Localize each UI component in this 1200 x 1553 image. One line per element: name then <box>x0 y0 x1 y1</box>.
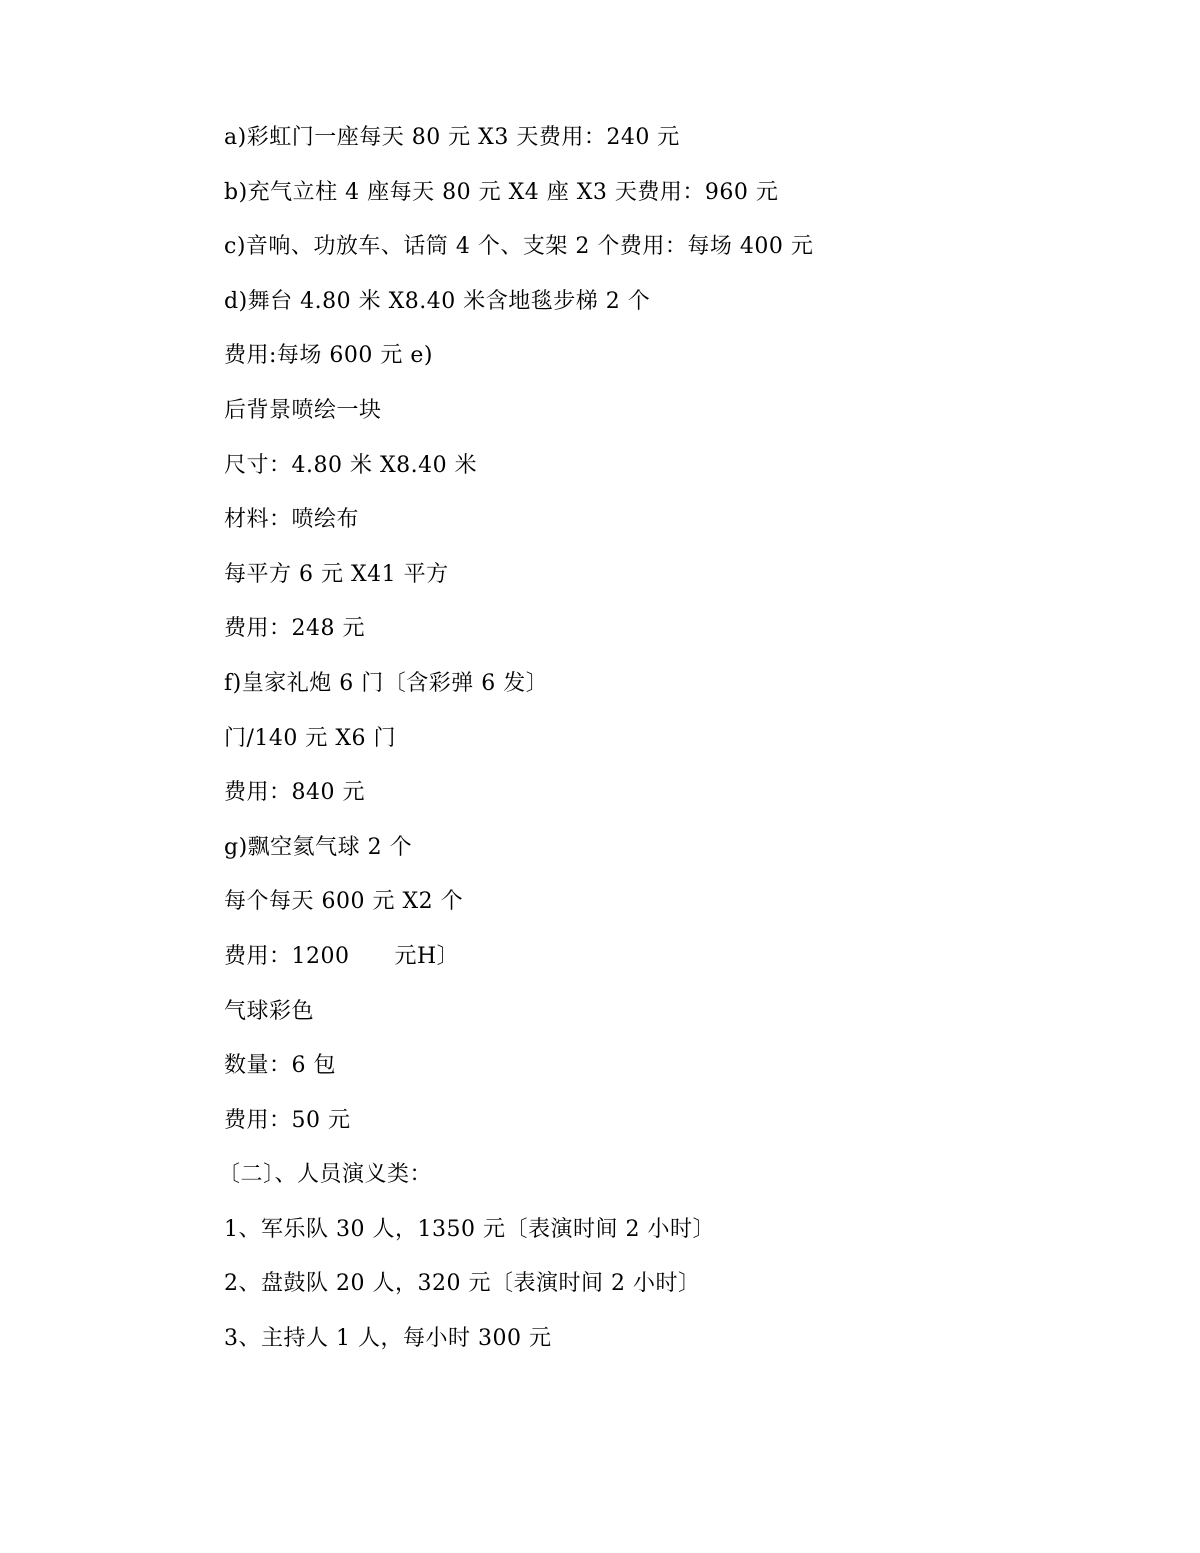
text-line: 数量：6 包 <box>224 1053 336 1079</box>
text-line: 尺寸：4.80 米 X8.40 米 <box>224 452 478 478</box>
section-heading: 〔二〕、人员演义类： <box>218 1162 433 1188</box>
text-line: 费用:每场 600 元 e) <box>224 343 433 369</box>
text-line: c)音响、功放车、话筒 4 个、支架 2 个费用：每场 400 元 <box>224 234 814 260</box>
text-line: 费用：1200 元H〕 <box>224 943 460 969</box>
text-line: 1、军乐队 30 人，1350 元〔表演时间 2 小时〕 <box>224 1216 715 1242</box>
text-line: 材料：喷绘布 <box>224 507 360 533</box>
text-line: 费用：840 元 <box>224 780 365 806</box>
text-line: 费用：50 元 <box>224 1107 351 1133</box>
document-body <box>218 118 1124 1374</box>
text-line: 每平方 6 元 X41 平方 <box>224 561 449 587</box>
text-line: 后背景喷绘一块 <box>224 397 382 423</box>
text-line: d)舞台 4.80 米 X8.40 米含地毯步梯 2 个 <box>224 288 651 314</box>
text-line: f)皇家礼炮 6 门〔含彩弹 6 发〕 <box>224 670 549 696</box>
text-line: 气球彩色 <box>224 998 315 1024</box>
text-line: 3、主持人 1 人，每小时 300 元 <box>224 1326 552 1352</box>
text-line: 门/140 元 X6 门 <box>224 725 397 751</box>
text-line: 2、盘鼓队 20 人，320 元〔表演时间 2 小时〕 <box>224 1271 701 1297</box>
text-line: b)充气立柱 4 座每天 80 元 X4 座 X3 天费用：960 元 <box>224 179 779 205</box>
text-line: a)彩虹门一座每天 80 元 X3 天费用：240 元 <box>224 125 680 150</box>
text-line: g)飘空氦气球 2 个 <box>224 834 413 860</box>
text-line: 费用：248 元 <box>224 616 365 642</box>
text-line: 每个每天 600 元 X2 个 <box>224 889 464 915</box>
